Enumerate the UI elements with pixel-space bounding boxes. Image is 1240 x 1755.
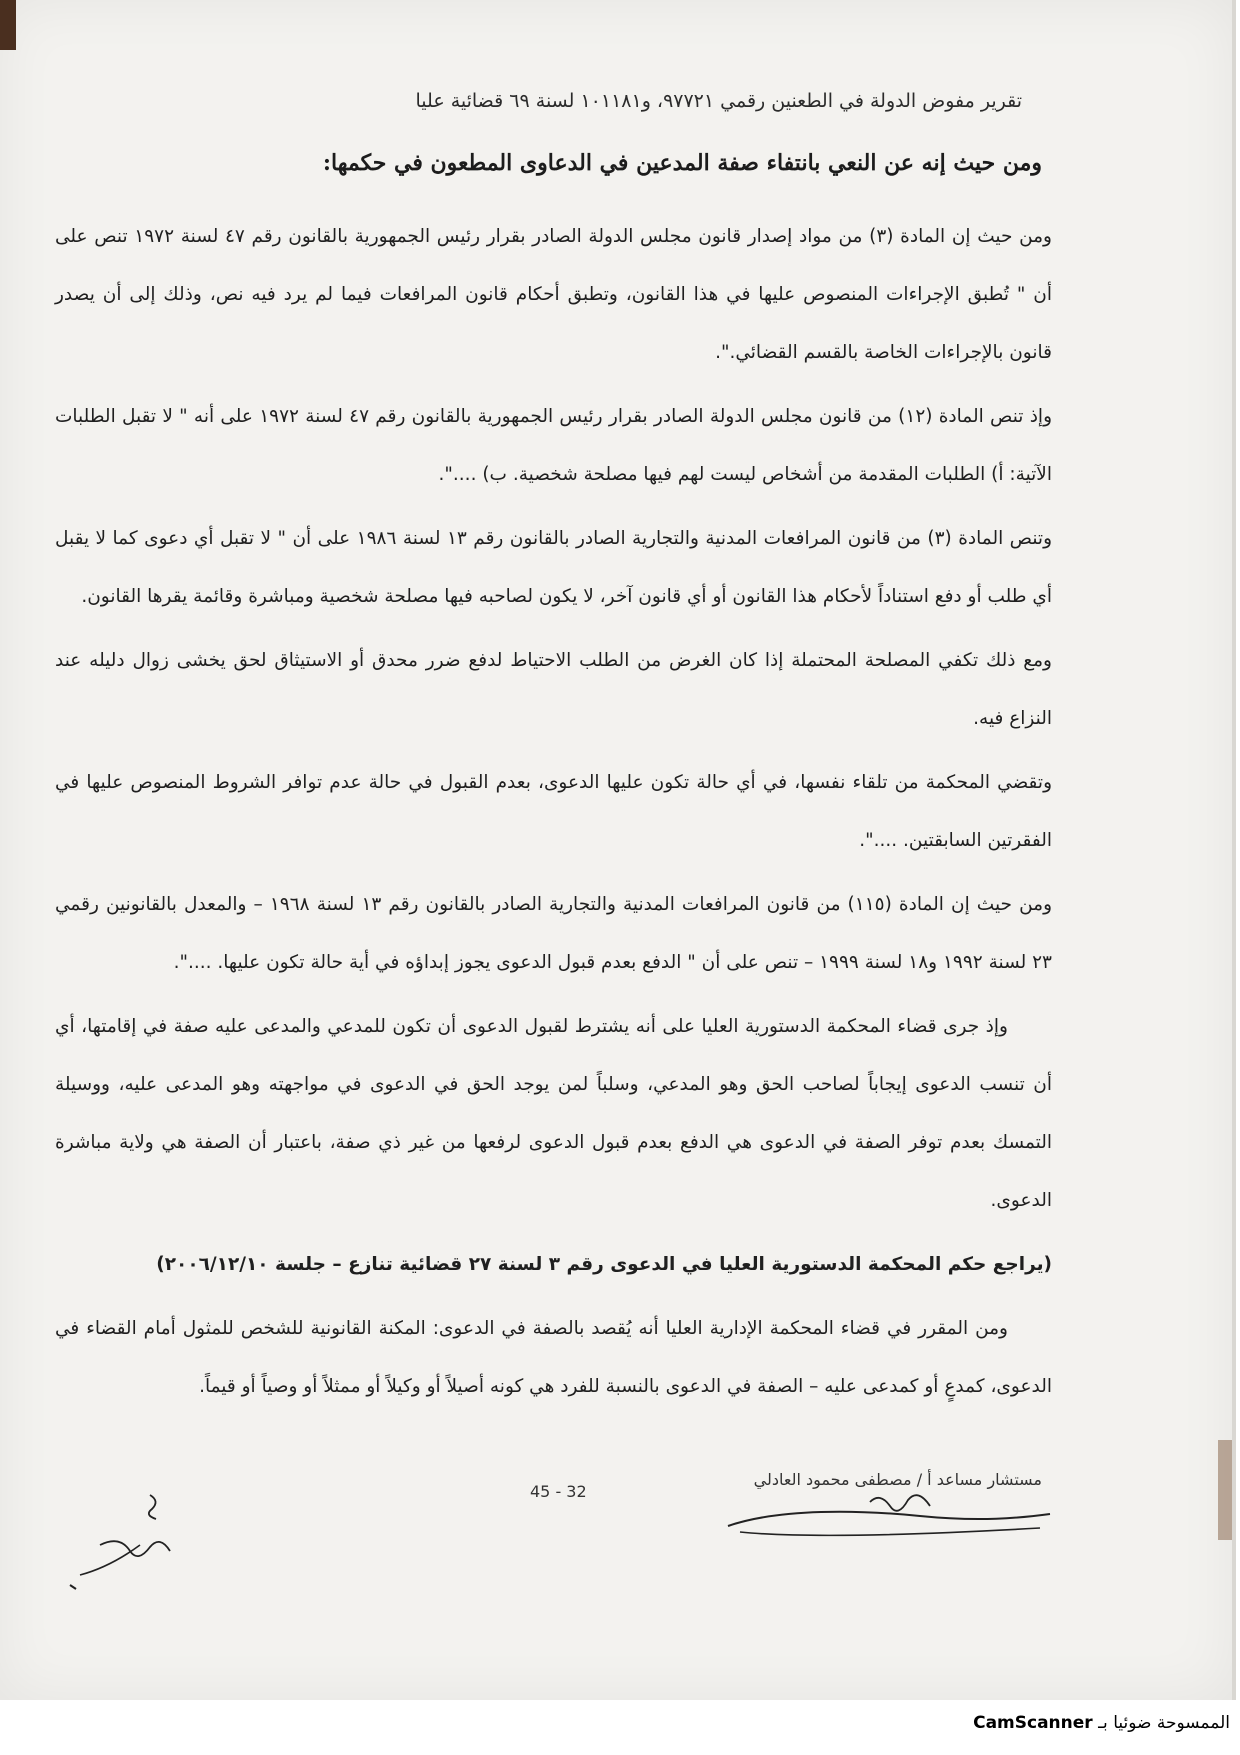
scan-edge-shadow bbox=[1218, 1440, 1232, 1540]
paragraph: ومن حيث إن المادة (١١٥) من قانون المرافعات المدنية والتجارية الصادر بالقانون رقم ١٣ لسنة ١٩٦٨ – والمعدل بالقانونين رقمي ٢٣ لسنة ١٩٩٢ و١٨ لسنة ١٩٩٩ – تنص على أن " الدفع بعدم قبول الدعوى يجوز إبداؤه في أية حالة تكون عليها. ....". bbox=[55, 894, 1052, 973]
handwritten-signature bbox=[720, 1488, 1060, 1548]
paragraph: وإذ جرى قضاء المحكمة الدستورية العليا على أنه يشترط لقبول الدعوى أن تكون للمدعي والمدعى عليه صفة في إقامتها، أي أن تنسب الدعوى إيجاباً لصاحب الحق وهو المدعي، وسلباً لمن يوجد الحق في الدعوى في مواجهته وهو المدعى عليه، ووسيلة التمسك بعدم توفر الصفة في الدعوى هي الدفع بعدم قبول الدعوى لرفعها من غير ذي صفة، باعتبار أن الصفة هي ولاية مباشرة الدعوى. bbox=[55, 1016, 1052, 1211]
initials-scribble bbox=[60, 1485, 200, 1605]
paragraph: ومن حيث إن المادة (٣) من مواد إصدار قانون مجلس الدولة الصادر بقرار رئيس الجمهورية بالقانون رقم ٤٧ لسنة ١٩٧٢ تنص على أن " تُطبق الإجراءات المنصوص عليها في هذا القانون، وتطبق أحكام قانون المرافعات فيما لم يرد فيه نص، وذلك إلى أن يصدر قانون بالإجراءات الخاصة بالقسم القضائي.". bbox=[55, 226, 1052, 363]
paragraph: ومع ذلك تكفي المصلحة المحتملة إذا كان الغرض من الطلب الاحتياط لدفع ضرر محدق أو الاستيثاق لحق يخشى زوال دليله عند النزاع فيه. bbox=[55, 650, 1052, 729]
document-body bbox=[55, 208, 1052, 1422]
scan-edge-mark bbox=[0, 0, 16, 50]
citation-paragraph: (يراجع حكم المحكمة الدستورية العليا في الدعوى رقم ٣ لسنة ٢٧ قضائية تنازع – جلسة ٢٠٠٦/١٢/١٠) bbox=[156, 1254, 1052, 1275]
page-number: 45 - 32 bbox=[530, 1482, 587, 1501]
watermark-prefix: الممسوحة ضوئيا بـ bbox=[1098, 1713, 1230, 1733]
watermark-brand: CamScanner bbox=[973, 1713, 1093, 1733]
scanner-watermark bbox=[973, 1713, 1230, 1733]
paragraph: وتنص المادة (٣) من قانون المرافعات المدنية والتجارية الصادر بالقانون رقم ١٣ لسنة ١٩٨٦ على أن " لا تقبل أي دعوى كما لا يقبل أي طلب أو دفع استناداً لأحكام هذا القانون أو أي قانون آخر، لا يكون لصاحبه فيها مصلحة شخصية ومباشرة وقائمة يقرها القانون. bbox=[55, 528, 1053, 607]
section-heading: ومن حيث إنه عن النعي بانتفاء صفة المدعين في الدعاوى المطعون في حكمها: bbox=[322, 150, 1042, 176]
paragraph: ومن المقرر في قضاء المحكمة الإدارية العليا أنه يُقصد بالصفة في الدعوى: المكنة القانونية للشخص للمثول أمام القضاء في الدعوى، كمدعٍ أو كمدعى عليه – الصفة في الدعوى بالنسبة للفرد هي كونه أصيلاً أو وكيلاً أو ممثلاً أو وصياً أو قيماً. bbox=[55, 1318, 1052, 1397]
document-header: تقرير مفوض الدولة في الطعنين رقمي ٩٧٧٢١، و١٠١١٨١ لسنة ٦٩ قضائية عليا bbox=[415, 90, 1022, 112]
paragraph: وإذ تنص المادة (١٢) من قانون مجلس الدولة الصادر بقرار رئيس الجمهورية بالقانون رقم ٤٧ لسنة ١٩٧٢ على أنه " لا تقبل الطلبات الآتية: أ) الطلبات المقدمة من أشخاص ليست لهم فيها مصلحة شخصية. ب) ....". bbox=[55, 406, 1053, 485]
signer-name: مستشار مساعد أ / مصطفى محمود العادلي bbox=[753, 1470, 1042, 1489]
paragraph: وتقضي المحكمة من تلقاء نفسها، في أي حالة تكون عليها الدعوى، بعدم القبول في حالة عدم توافر الشروط المنصوص عليها في الفقرتين السابقتين. ....". bbox=[55, 772, 1052, 851]
